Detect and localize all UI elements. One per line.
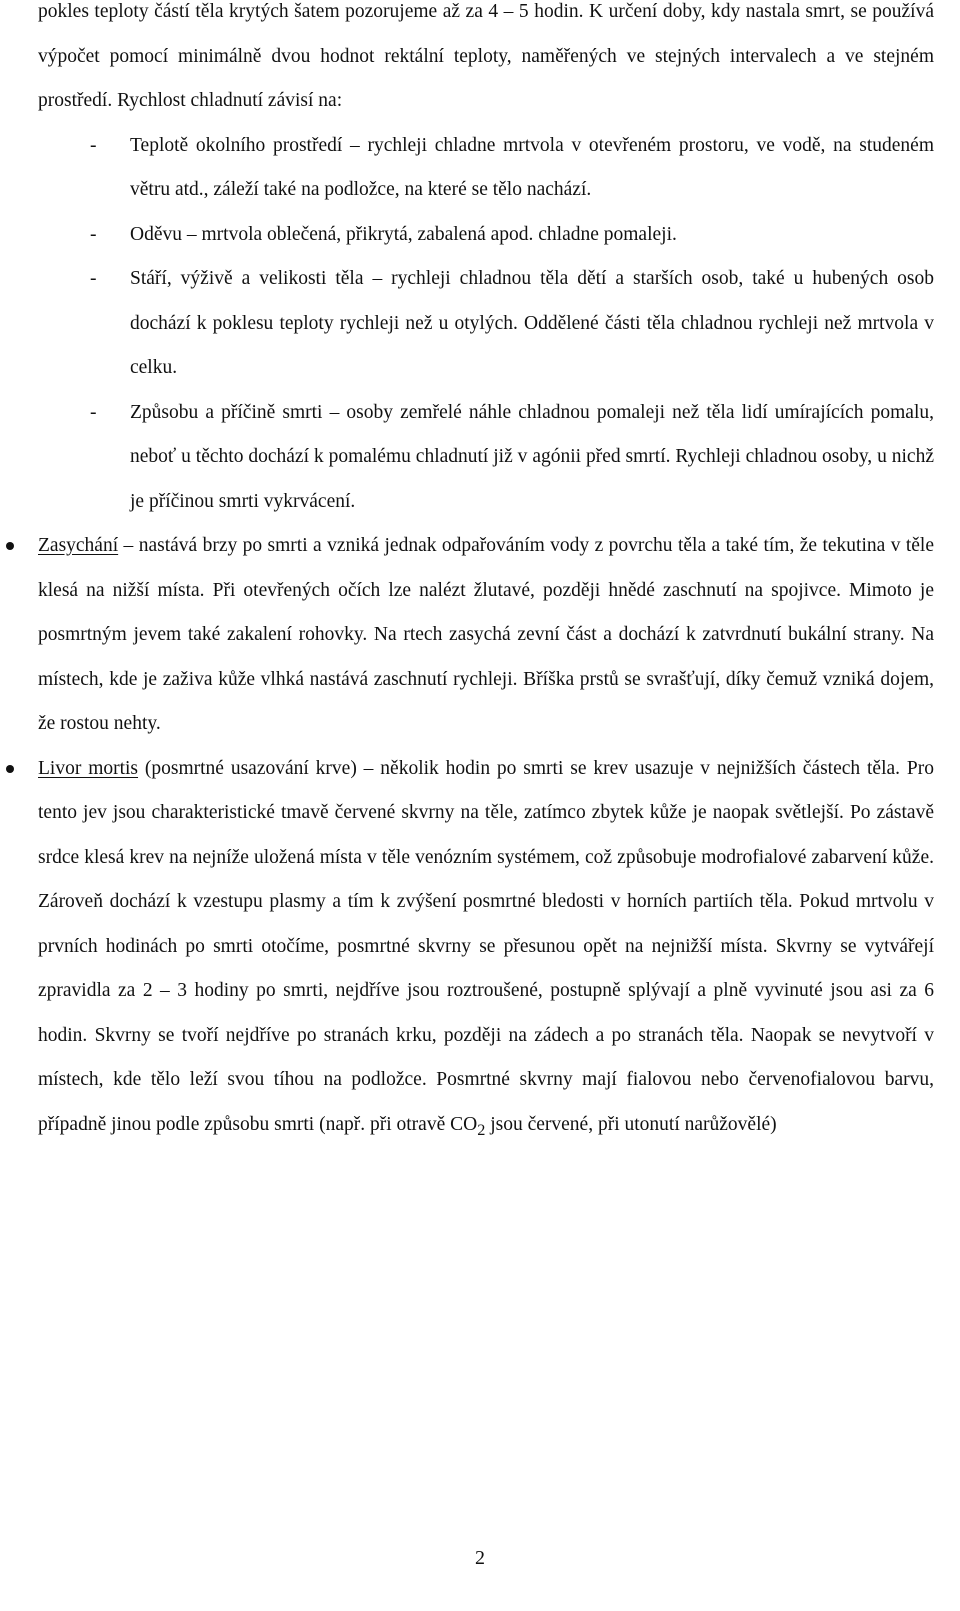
- list-item: [38, 391, 934, 525]
- document-page: [38, 0, 934, 1152]
- list-item-text: Způsobu a příčině smrti – osoby zemřelé náhle chladnou pomaleji než těla lidí umírajících pomalu, neboť u těchto dochází k pomalému chladnutí již v agónii před smrtí. Rychleji chladnou osoby, u nichž je příčinou smrti vykrvácení.: [130, 401, 934, 512]
- dash-marker: -: [90, 268, 97, 289]
- dash-marker: -: [90, 401, 97, 423]
- section-text: – nastává brzy po smrti a vzniká jednak odpařováním vody z povrchu těla a také tím, že tekutina v těle klesá na nižší místa. Při otevřených očích lze nalézt žlutavé, později hnědé zaschnutí na spojivce. Mimoto je posmrtným jevem také zakalení rohovky. Na rtech zasychá zevní část a dochází k zatvrdnutí bukální strany. Na místech, kde je zaživa kůže vlhká nastává zaschnutí rychleji. Bříška prstů se svrašťují, díky čemuž vzniká dojem, že rostou nehty.: [38, 535, 934, 734]
- page-number: 2: [475, 1547, 485, 1569]
- list-item: [38, 213, 934, 258]
- section-term: Zasychání: [38, 535, 119, 556]
- list-item-text: Oděvu – mrtvola oblečená, přikrytá, zabalená apod. chladne pomaleji.: [130, 223, 677, 245]
- section-text: (posmrtné usazování krve) – několik hodin po smrti se krev usazuje v nejnižších částech těla. Pro tento jev jsou charakteristické tmavě červené skvrny na těle, zatímco zbytek kůže je naopak světlejší. Po zástavě srdce klesá krev na nejníže uložená místa v těle venózním systémem, což způsobuje modrofialové zabarvení kůže. Zároveň dochází k vzestupu plasmy a tím k zvýšení posmrtné bledosti v horních partiích těla. Pokud mrtvolu v prvních hodinách po smrti otočíme, posmrtné skvrny se přesunou opět na nejnižší místa. Skvrny se vytvářejí zpravidla za 2 – 3 hodiny po smrti, nejdříve jsou roztroušené, postupně splývají a plně vyvinuté jsou asi za 6 hodin. Skvrny se tvoří nejdříve po stranách krku, později na zádech a po stranách těla. Naopak se nevytvoří v místech, kde tělo leží svou tíhou na podložce. Posmrtné skvrny mají fialovou nebo červenofialovou barvu, případně jinou podle způsobu smrti (např. při otravě CO: [38, 757, 934, 1135]
- bullet-icon: [6, 542, 14, 550]
- section-zasychani: [38, 524, 934, 747]
- section-livor-mortis: [38, 747, 934, 1152]
- dash-marker: -: [90, 223, 97, 245]
- list-item: [38, 124, 934, 213]
- cooling-factors-list: [38, 124, 934, 525]
- list-item: [38, 257, 934, 391]
- bullet-icon: [6, 765, 14, 773]
- subscript: 2: [477, 1120, 486, 1139]
- section-term: Livor mortis: [38, 757, 139, 779]
- section-text-end: jsou červené, při utonutí narůžovělé): [485, 1113, 777, 1135]
- dash-marker: -: [90, 134, 97, 156]
- intro-paragraph: pokles teploty částí těla krytých šatem pozorujeme až za 4 – 5 hodin. K určení doby, kdy nastala smrt, se používá výpočet pomocí minimálně dvou hodnot rektální teploty, naměřených ve stejných intervalech a ve stejném prostředí. Rychlost chladnutí závisí na:: [38, 1, 934, 111]
- list-item-text: Teplotě okolního prostředí – rychleji chladne mrtvola v otevřeném prostoru, ve vodě, na studeném větru atd., záleží také na podložce, na které se tělo nachází.: [130, 134, 934, 200]
- list-item-text: Stáří, výživě a velikosti těla – rychleji chladnou těla dětí a starších osob, také u hubených osob dochází k poklesu teploty rychleji než u otylých. Oddělené části těla chladnou rychleji než mrtvola v celku.: [130, 268, 934, 378]
